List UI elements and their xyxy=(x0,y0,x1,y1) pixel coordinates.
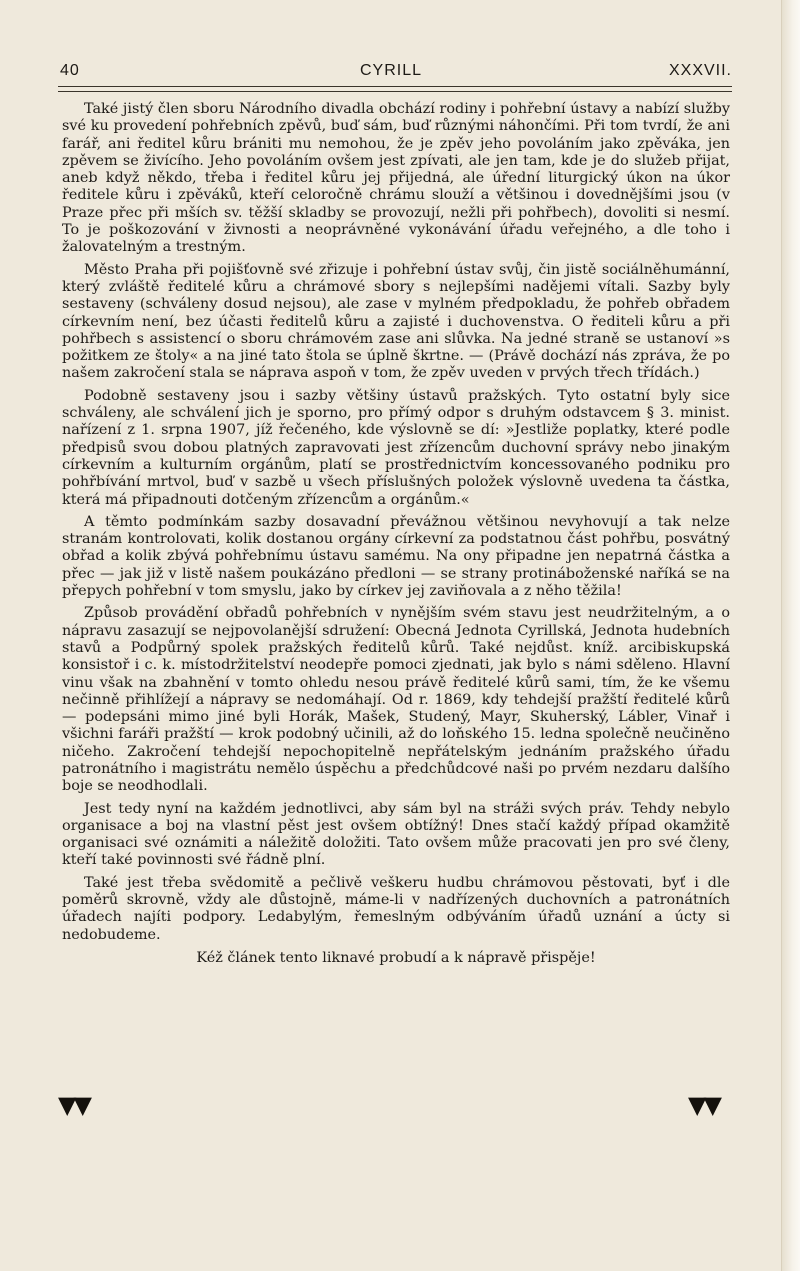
running-header xyxy=(60,62,732,84)
paragraph: Také jest třeba svědomitě a pečlivě veškeru hudbu chrámovou pěstovati, byť i dle poměrů skrovně, vždy ale důstojně, máme-li v nadřízených duchovních a patronátních úřadech najíti podpory. Ledabylým, řemeslným odbýváním úřadů uznání a úcty si nedobudeme. xyxy=(62,874,730,943)
ornament-right-icon: ▼▼ xyxy=(688,1091,719,1119)
page-edge xyxy=(781,0,800,1271)
journal-title: CYRILL xyxy=(360,62,423,79)
paragraph: Způsob provádění obřadů pohřebních v nynějším svém stavu jest neudržitelným, a o nápravu zasazují se nejpovolanější sdružení: Obecná Jednota Cyrillská, Jednota hudebních stavů a Podpůrný spolek pražských ředitelů kůrů. Také nejdůst. kníž. arcibiskupská konsistoř i c. k. místodržitelství neodepře pomoci zjednati, jak bylo s námi sděleno. Hlavní vinu však na zbahnění v tomto ohledu nesou právě ředitelé kůrů sami, tím, že ke všemu nečinně přihlížejí a nápravy se nedomáhají. Od r. 1869, kdy tehdejší pražští ředitelé kůrů — podepsáni mimo jiné byli Horák, Mašek, Studený, Mayr, Skuherský, Lábler, Vinař i všichni faráři pražští — krok podobný učinili, až do loňského 15. ledna společně neučiněno ničeho. Zakročení tehdejší nepochopitelně nepřátelským jednáním pražského úřadu patronátního i magistrátu nemělo úspěchu a předchůdcové naši po prvém nezdaru dalšího boje se neodhodlali. xyxy=(62,605,730,795)
header-rule xyxy=(58,86,732,92)
paragraph: Jest tedy nyní na každém jednotlivci, aby sám byl na stráži svých práv. Tehdy nebylo organisace a boj na vlastní pěst jest ovšem obtížný! Dnes stačí každý případ okamžitě organisaci své oznámiti a náležitě doložiti. Tato ovšem může pracovati jen pro své členy, kteří také povinnosti své řádně plní. xyxy=(62,800,730,869)
volume-number: XXXVII. xyxy=(668,62,732,79)
paragraph: Také jistý člen sboru Národního divadla obchází rodiny i pohřební ústavy a nabízí služby své ku provedení pohřebních zpěvů, buď sám, buď různými náhončími. Při tom tvrdí, že ani farář, ani ředitel kůru brániti mu nemohou, že je zpěv jeho povoláním jako zpěváka, jen zpěvem se živícího. Jeho povoláním ovšem jest zpívati, ale jen tam, kde je do služeb přijat, aneb když někdo, třeba i ředitel kůru jej přijedná, ale úřední liturgický úkon na úkor ředitele kůru i zpěváků, kteří celoročně chrámu slouží a většinou i dovednějšími jsou (v Praze přec při mších sv. těžší skladby se provozují, nežli při pohřbech), dovoliti si nesmí. To je poškozování v živnosti a neoprávněné vykonávání úřadu veřejného, a dle toho i žalovatelným a trestným. xyxy=(62,101,730,256)
paragraph: Město Praha při pojišťovně své zřizuje i pohřební ústav svůj, čin jistě sociálněhumánní, který zvláště ředitelé kůru a chrámové sbory s nejlepšími nadějemi vítali. Sazby byly sestaveny (schváleny dosud nejsou), ale zase v mylném předpokladu, že pohřeb obřadem církevním není, bez účasti ředitelů kůru a zajisté i duchovenstva. O řediteli kůru a při pohřbech s assistencí o sboru chrámovém zase ani slůvka. Na jedné straně se ustanoví »s požitkem ze štoly« a na jiné tato štola se úplně škrtne. — (Právě dochází nás zpráva, že po našem zakročení stala se náprava aspoň v tom, že zpěv uveden v prvých třech třídách.) xyxy=(62,261,730,382)
paragraph: Podobně sestaveny jsou i sazby většiny ústavů pražských. Tyto ostatní byly sice schváleny, ale schválení jich je sporno, pro přímý odpor s druhým odstavcem § 3. minist. nařízení z 1. srpna 1907, jíž řečeného, kde výslovně se dí: »Jestliže poplatky, které podle předpisů svou dobou platných zapravovati jest zřízencům duchovní správy nebo jinakým církevním a kulturním orgánům, platí se prostřednictvím koncessovaného podniku pro pohřbívání mrtvol, buď v sazbě u všech příslušných položek výslovně uvedena ta částka, která má připadnouti dotčeným zřízencům a orgánům.« xyxy=(62,387,730,508)
paragraph: A těmto podmínkám sazby dosavadní převážnou většinou nevyhovují a tak nelze stranám kontrolovati, kolik dostanou orgány církevní za podstatnou část pohřbu, posvátný obřad a kolik zbývá pohřebnímu ústavu samému. Na ony připadne jen nepatrná částka a přec — jak již v listě našem poukázáno předloni — se strany protináboženské naříká se na přepych pohřební v tom smyslu, jako by církev jej zaviňovala a z něho těžila! xyxy=(62,513,730,600)
ornament-left-icon: ▼▼ xyxy=(58,1091,89,1119)
closing-line: Kéž článek tento liknavé probudí a k nápravě přispěje! xyxy=(196,949,596,966)
article-body xyxy=(62,101,730,972)
page-number: 40 xyxy=(60,62,80,79)
